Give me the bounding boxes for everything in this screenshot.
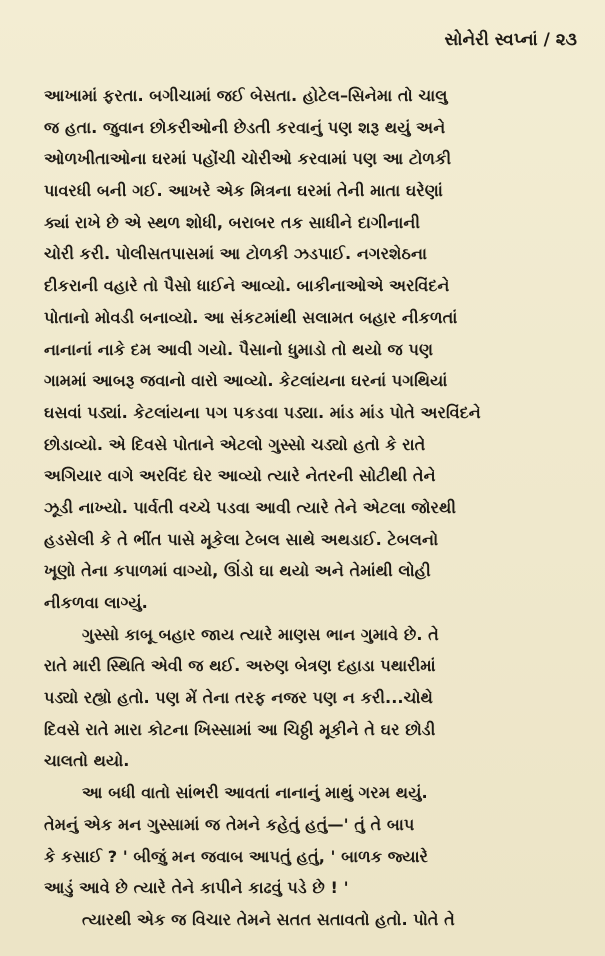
body-text (44, 80, 566, 936)
text-line: કે કસાઈ ? ' બીજું મન જવાબ આપતું હતું, ' બાળક જ્યારે (44, 846, 428, 866)
text-line: ચોરી કરી. પોલીસતપાસમાં આ ટોળકી ઝડપાઈ. નગરશેઠના (44, 244, 427, 264)
text-line: છોડાવ્યો. એ દિવસે પોતાને એટલો ગુસ્સો ચડ્યો હતો કે રાતે (44, 434, 426, 454)
text-line: નીકળવા લાગ્યું. (44, 593, 148, 612)
paragraph-start-line: ત્યારથી એક જ વિચાર તેમને સતત સતાવતો હતો. પોતે તે (82, 909, 455, 929)
text-line: ઘસવાં પડ્યાં. કેટલાંયના પગ પકડવા પડ્યા. માંડ માંડ પોતે અરવિંદને (44, 402, 481, 422)
text-line: ગામમાં આબરૂ જવાનો વારો આવ્યો. કેટલાંયના ઘરનાં પગથિયાં (44, 371, 448, 391)
text-line: અગિયાર વાગે અરવિંદ ઘેર આવ્યો ત્યારે નેતરની સોટીથી તેને (44, 466, 436, 486)
text-line: દિવસે રાતે મારા કોટના ખિસ્સામાં આ ચિઠ્ઠી મૂકીને તે ઘર છોડી (44, 719, 436, 739)
paragraph-start-line: આ બધી વાતો સાંભરી આવતાં નાનાનું માથું ગરમ થયું. (82, 783, 428, 803)
text-line: તેમનું એક મન ગુસ્સામાં જ તેમને કહેતું હતું—' તું તે બાપ (44, 814, 415, 834)
text-line: પડ્યો રહ્યો હતો. પણ મેં તેના તરફ નજર પણ ન કરી...ચોથે (44, 688, 433, 708)
text-line: આખામાં ફરતા. બગીચામાં જઈ બેસતા. હોટેલ–સિનેમા તો ચાલુ (44, 86, 448, 105)
text-line: ક્યાં રાખે છે એ સ્થળ શોધી, બરાબર તક સાધીને દાગીનાની (44, 212, 421, 232)
text-line: ચાલતો થયો. (44, 751, 130, 771)
text-line: ખૂણો તેના કપાળમાં વાગ્યો, ઊંડો ઘા થયો અને તેમાંથી લોહી (44, 561, 431, 581)
text-line: દીકરાની વહારે તો પૈસો ધાઈને આવ્યો. બાકીનાઓએ અરવિંદને (44, 276, 450, 296)
text-line: પોતાનો મોવડી બનાવ્યો. આ સંકટમાંથી સલામત બહાર નીકળતાં (44, 307, 458, 327)
text-line: ઝૂડી નાખ્યો. પાર્વતી વચ્ચે પડવા આવી ત્યારે તેને એટલા જોરથી (44, 497, 456, 517)
text-line: હડસેલી કે તે ભીંત પાસે મૂકેલા ટેબલ સાથે અથડાઈ. ટેબલનો (44, 529, 439, 549)
text-line: રાતે મારી સ્થિતિ એવી જ થઈ. અરુણ બેત્રણ દહાડા પથારીમાં (44, 656, 436, 676)
text-line: જ હતા. જુવાન છોકરીઓની છેડતી કરવાનું પણ શરૂ થયું અને (44, 117, 446, 137)
text-line: પાવરધી બની ગઈ. આખરે એક મિત્રના ઘરમાં તેની માતા ઘરેણાં (44, 181, 443, 201)
text-line: આડું આવે છે ત્યારે તેને કાપીને કાઢવું પડે છે ! ' (44, 878, 349, 898)
text-line: નાનાનાં નાકે દમ આવી ગયો. પૈસાનો ધુમાડો તો થયો જ પણ (44, 339, 434, 359)
paragraph-start-line: ગુસ્સો કાબૂ બહાર જાય ત્યારે માણસ ભાન ગુમાવે છે. તે (82, 624, 439, 644)
running-head: સોનેરી સ્વપ્નાં / ૨૩ (444, 30, 577, 50)
text-line: ઓળખીતાઓના ઘરમાં પહોંચી ચોરીઓ કરવામાં પણ આ ટોળકી (44, 149, 452, 169)
